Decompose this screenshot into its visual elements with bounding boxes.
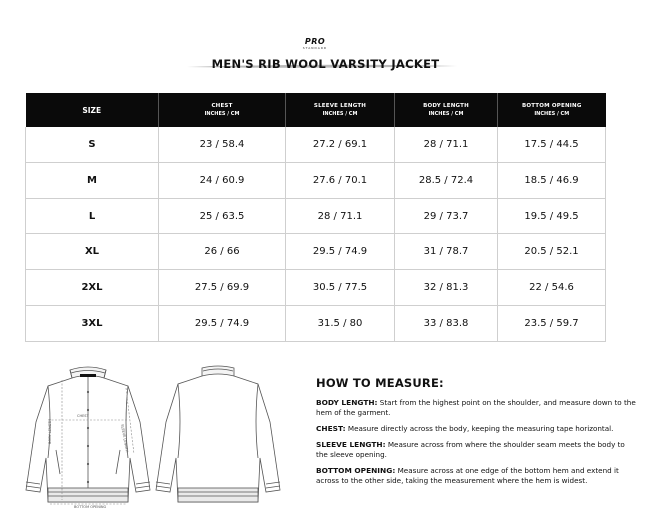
instruction-text: Measure across from where the shoulder seam meets the body to the sleeve opening. bbox=[316, 440, 625, 459]
size-cell: S bbox=[26, 127, 159, 162]
header-label: SIZE bbox=[82, 105, 102, 115]
instruction-text: Measure directly across the body, keeping the measuring tape horizontal. bbox=[345, 424, 614, 433]
bottom-measure-label: BOTTOM OPENING bbox=[74, 505, 107, 509]
bottom-cell: 23.5 / 59.7 bbox=[498, 306, 606, 342]
table-row bbox=[26, 198, 606, 234]
header-bottom-opening bbox=[498, 93, 606, 127]
table-row bbox=[26, 306, 606, 342]
instruction-term: BOTTOM OPENING: bbox=[316, 466, 396, 475]
body-measure-label: BODY LENGTH bbox=[48, 419, 52, 444]
header-label: SLEEVE LENGTH bbox=[313, 103, 367, 109]
header-body-length bbox=[395, 93, 498, 127]
header-unit: INCHES / CM bbox=[322, 111, 358, 117]
body-cell: 28.5 / 72.4 bbox=[395, 162, 498, 198]
brand-logo-subtext: STANDARD bbox=[302, 46, 328, 50]
sleeve-cell: 31.5 / 80 bbox=[286, 306, 395, 342]
sleeve-cell: 27.2 / 69.1 bbox=[286, 127, 395, 162]
header-unit: INCHES / CM bbox=[534, 111, 570, 117]
chest-cell: 29.5 / 74.9 bbox=[159, 306, 286, 342]
size-cell: L bbox=[26, 198, 159, 234]
body-cell: 32 / 81.3 bbox=[395, 270, 498, 306]
size-cell: 2XL bbox=[26, 270, 159, 306]
sleeve-cell: 27.6 / 70.1 bbox=[286, 162, 395, 198]
instruction-bottom-opening bbox=[316, 466, 636, 486]
size-chart-table bbox=[25, 93, 606, 342]
chest-cell: 24 / 60.9 bbox=[159, 162, 286, 198]
size-cell: M bbox=[26, 162, 159, 198]
brand-logo bbox=[295, 38, 335, 50]
header-unit: INCHES / CM bbox=[204, 111, 240, 117]
body-cell: 33 / 83.8 bbox=[395, 306, 498, 342]
bottom-cell: 22 / 54.6 bbox=[498, 270, 606, 306]
header-label: BODY LENGTH bbox=[423, 103, 469, 109]
sleeve-cell: 28 / 71.1 bbox=[286, 198, 395, 234]
instruction-body-length bbox=[316, 398, 636, 418]
sleeve-measure-label: SLEEVE LENGTH bbox=[120, 424, 129, 453]
table-row bbox=[26, 162, 606, 198]
size-cell: 3XL bbox=[26, 306, 159, 342]
table-row bbox=[26, 234, 606, 270]
body-cell: 28 / 71.1 bbox=[395, 127, 498, 162]
bottom-cell: 20.5 / 52.1 bbox=[498, 234, 606, 270]
instruction-chest bbox=[316, 424, 636, 434]
chest-cell: 23 / 58.4 bbox=[159, 127, 286, 162]
brand-logo-mark: PRO bbox=[304, 37, 326, 46]
table-row bbox=[26, 270, 606, 306]
body-cell: 29 / 73.7 bbox=[395, 198, 498, 234]
sleeve-cell: 29.5 / 74.9 bbox=[286, 234, 395, 270]
header-label: CHEST bbox=[211, 103, 233, 109]
instruction-term: CHEST: bbox=[316, 424, 346, 433]
bottom-cell: 18.5 / 46.9 bbox=[498, 162, 606, 198]
bottom-cell: 17.5 / 44.5 bbox=[498, 127, 606, 162]
chest-measure-label: CHEST bbox=[77, 414, 89, 418]
header-size bbox=[26, 93, 159, 127]
header-unit: INCHES / CM bbox=[428, 111, 464, 117]
chest-cell: 27.5 / 69.9 bbox=[159, 270, 286, 306]
chest-cell: 25 / 63.5 bbox=[159, 198, 286, 234]
sleeve-cell: 30.5 / 77.5 bbox=[286, 270, 395, 306]
table-header-row bbox=[26, 93, 606, 127]
header-sleeve-length bbox=[286, 93, 395, 127]
table-row bbox=[26, 127, 606, 162]
size-cell: XL bbox=[26, 234, 159, 270]
instruction-term: SLEEVE LENGTH: bbox=[316, 440, 386, 449]
instruction-text: Start from the highest point on the shoulder, and measure down to the hem of the garment. bbox=[316, 398, 636, 417]
page-title: MEN'S RIB WOOL VARSITY JACKET bbox=[211, 57, 440, 71]
jacket-back-diagram bbox=[152, 362, 284, 512]
chest-cell: 26 / 66 bbox=[159, 234, 286, 270]
jacket-front-diagram bbox=[22, 362, 154, 512]
header-label: BOTTOM OPENING bbox=[521, 103, 582, 109]
how-to-measure-section bbox=[316, 376, 636, 492]
header-chest bbox=[159, 93, 286, 127]
instruction-text: Measure across at one edge of the bottom hem and extend it across to the other side, taking the measurement where the hem is widest. bbox=[316, 466, 619, 485]
how-to-measure-heading: HOW TO MEASURE: bbox=[316, 376, 444, 390]
instruction-sleeve-length bbox=[316, 440, 636, 460]
body-cell: 31 / 78.7 bbox=[395, 234, 498, 270]
bottom-cell: 19.5 / 49.5 bbox=[498, 198, 606, 234]
instruction-term: BODY LENGTH: bbox=[316, 398, 378, 407]
